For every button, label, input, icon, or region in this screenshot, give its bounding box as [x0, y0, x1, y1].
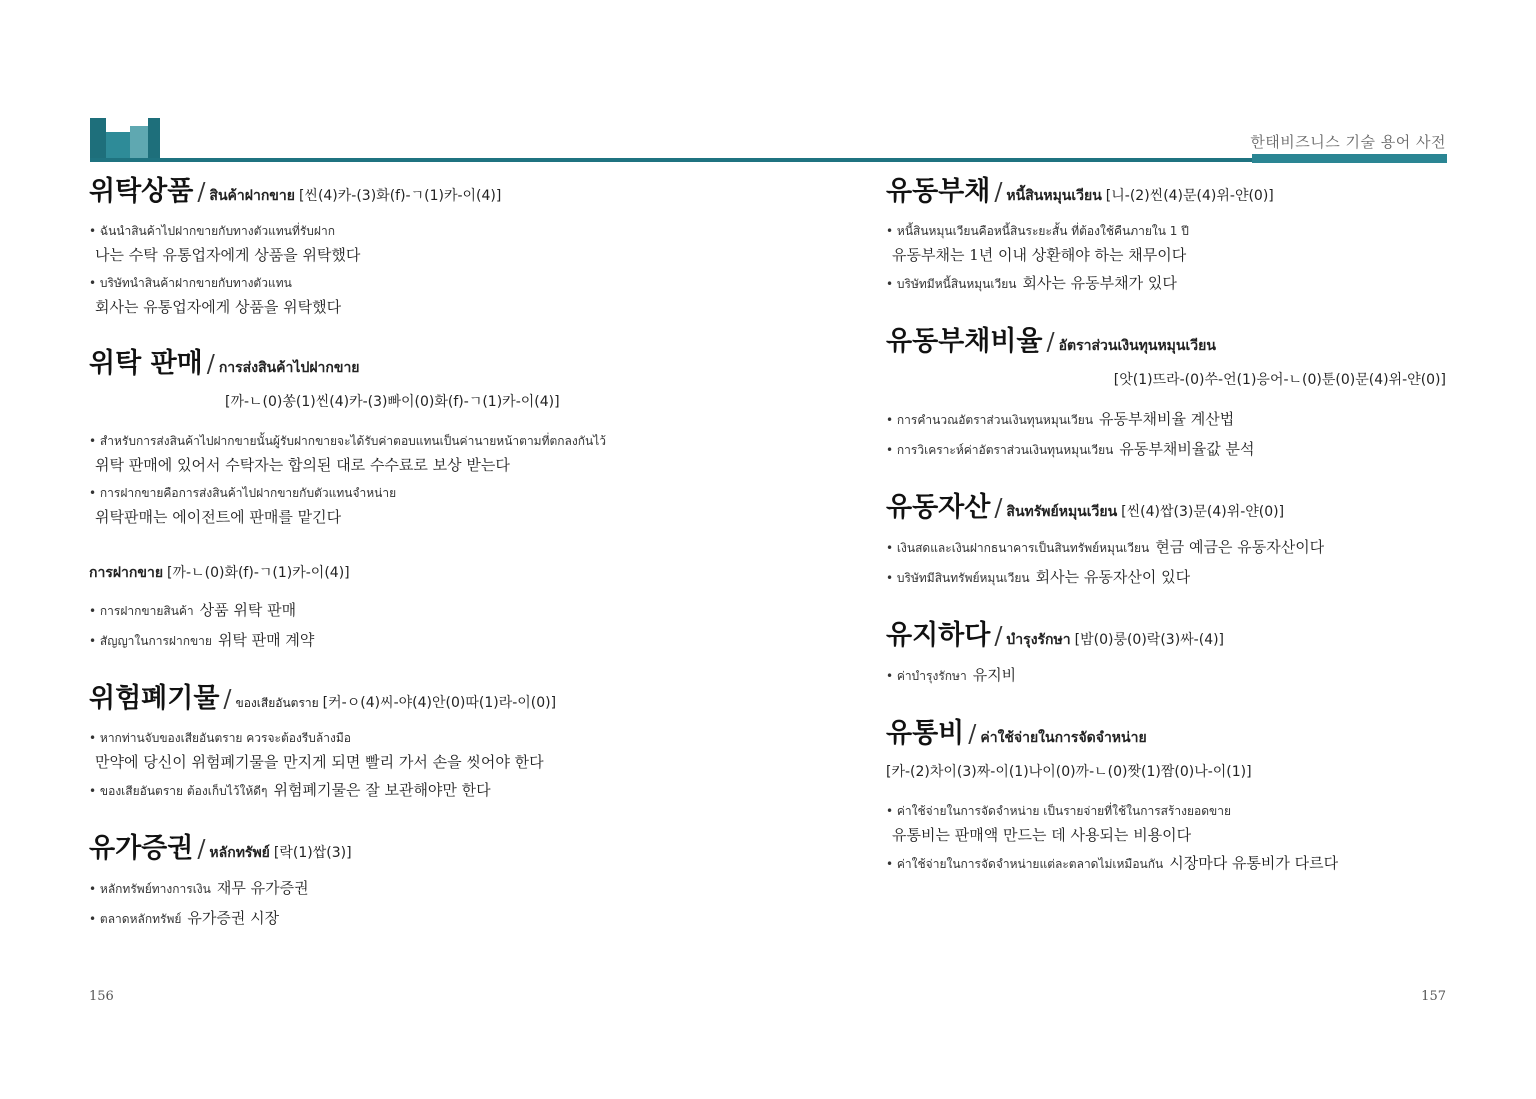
entry-pronunciation: [씬(4)카-(3)화(f)-ㄱ(1)카-이(4)]: [298, 188, 502, 204]
example: • ตลาดหลักทรัพย์ 유가증권 시장: [89, 903, 649, 933]
sub-entry: [89, 558, 649, 587]
entry-thai: ของเสียอันตราย: [235, 696, 319, 710]
entry-term: 유동부채: [886, 176, 991, 207]
entry-thai: สินทรัพย์หมุนเวียน: [1006, 504, 1118, 520]
example: • สัญญาในการฝากขาย 위탁 판매 계약: [89, 625, 649, 655]
example: • หากท่านจับของเสียอันตราย ควรจะต้องรีบล้างมือ 만약에 당신이 위험폐기물을 만지게 되면 빨리 가서 손을 씻어야 한다: [89, 727, 649, 775]
entry-pronunciation: [니-(2)씬(4)문(4)위-얀(0)]: [1105, 188, 1274, 204]
entry-thai: หนี้สินหมุนเวียน: [1006, 188, 1102, 204]
book-title: 한태비즈니스 기술 용어 사전: [1250, 133, 1446, 151]
entry-thai: ค่าใช้จ่ายในการจัดจำหน่าย: [980, 730, 1147, 746]
example: • ค่าบำรุงรักษา 유지비: [886, 660, 1446, 690]
entry-pronunciation: [카-(2)차이(3)짜-이(1)나이(0)까-ㄴ(0)짯(1)짬(0)나-이(1)]: [886, 764, 1252, 780]
example: • การคำนวณอัตราส่วนเงินทุนหมุนเวียน 유동부채비율 계산법: [886, 404, 1446, 434]
entry-pronunciation: [앗(1)뜨라-(0)쑤-언(1)응어-ㄴ(0)툰(0)문(4)위-얀(0)]: [1113, 372, 1446, 388]
entry-term: 유동자산: [886, 492, 991, 523]
entry-thai: การส่งสินค้าไปฝากขาย: [218, 360, 360, 376]
example: • การฝากขายสินค้า 상품 위탁 판매: [89, 595, 649, 625]
example: • บริษัทนำสินค้าฝากขายกับทางตัวแทน 회사는 유통업자에게 상품을 위탁했다: [89, 272, 649, 320]
page-number-left: 156: [89, 989, 114, 1004]
entry-term: 유통비: [886, 718, 965, 749]
entry-pronunciation: [커-ㅇ(4)씨-야(4)안(0)따(1)라-이(0)]: [322, 695, 557, 711]
entry-thai: หลักทรัพย์: [209, 845, 270, 861]
left-column: [89, 172, 649, 957]
entry: 위탁 판매 / การส่งสินค้าไปฝากขาย [까-ㄴ(0)쏭(1)씬(4)카-(3)빠이(0)화(f)-ㄱ(1)카-이(4)] • สำหรับการส่งสินค้าไปฝากขายนั้นผู้รับฝากขายจะได้รับค่าตอบแทนเป็นค่านายหน้าตามที่ตกลงกันไว้ 위탁 판매에 있어서 수탁자는 합의된 대로 수수료로 보상 받는다 • การฝากขายคือการส่งสินค้าไปฝากขายกับตัวแทนจำหน่าย 위탁판매는 에이전트에 판매를 맡긴다 การฝากขาย [까-ㄴ(0)화(f)-ㄱ(1)카-이(4)] • การฝากขายสินค้า 상품 위탁 판매 • สัญญาในการฝากขาย 위탁 판매 계약: [89, 344, 649, 655]
header-decoration: [90, 118, 160, 162]
example: • ค่าใช้จ่ายในการจัดจำหน่าย เป็นรายจ่ายที่ใช้ในการสร้างยอดขาย 유통비는 판매액 만드는 데 사용되는 비용이다: [886, 800, 1446, 848]
example: • ของเสียอันตราย ต้องเก็บไว้ให้ดีๆ 위험폐기물은 잘 보관해야만 한다: [89, 775, 649, 805]
entry: 유지하다 / บำรุงรักษา [밤(0)룽(0)락(3)싸-(4)] • ค่าบำรุงรักษา 유지비: [886, 616, 1446, 690]
entry-term: 위탁상품: [89, 176, 194, 207]
header-rule-tab: [1252, 154, 1447, 163]
page-number-right: 157: [1421, 989, 1446, 1004]
entry: 유동부채비율 / อัตราส่วนเงินทุนหมุนเวียน [앗(1)뜨라-(0)쑤-언(1)응어-ㄴ(0)툰(0)문(4)위-얀(0)] • การคำนวณอัตราส่วนเงินทุนหมุนเวียน 유동부채비율 계산법 • การวิเคราะห์ค่าอัตราส่วนเงินทุนหมุนเวียน 유동부채비율값 분석: [886, 322, 1446, 464]
entry-thai: อัตราส่วนเงินทุนหมุนเวียน: [1058, 338, 1216, 354]
entry: 유통비 / ค่าใช้จ่ายในการจัดจำหน่าย [카-(2)차이(3)짜-이(1)나이(0)까-ㄴ(0)짯(1)짬(0)나-이(1)] • ค่าใช้จ่ายในการจัดจำหน่าย เป็นรายจ่ายที่ใช้ในการสร้างยอดขาย 유통비는 판매액 만드는 데 사용되는 비용이다 • ค่าใช้จ่ายในการจัดจำหน่ายแต่ละตลาดไม่เหมือนกัน 시장마다 유통비가 다르다: [886, 714, 1446, 878]
example: • เงินสดและเงินฝากธนาคารเป็นสินทรัพย์หมุนเวียน 현금 예금은 유동자산이다: [886, 532, 1446, 562]
example: • การวิเคราะห์ค่าอัตราส่วนเงินทุนหมุนเวียน 유동부채비율값 분석: [886, 434, 1446, 464]
example: • การฝากขายคือการส่งสินค้าไปฝากขายกับตัวแทนจำหน่าย 위탁판매는 에이전트에 판매를 맡긴다: [89, 482, 649, 530]
header-rule: [90, 158, 1447, 162]
entry-term: 유동부채비율: [886, 326, 1043, 357]
entry: 위험폐기물 / ของเสียอันตราย [커-ㅇ(4)씨-야(4)안(0)따(1)라-이(0)] • หากท่านจับของเสียอันตราย ควรจะต้องรีบล้างมือ 만약에 당신이 위험폐기물을 만지게 되면 빨리 가서 손을 씻어야 한다 • ของเสียอันตราย ต้องเก็บไว้ให้ดีๆ 위험폐기물은 잘 보관해야만 한다: [89, 679, 649, 805]
entry-term: 위탁 판매: [89, 348, 203, 379]
entry-thai: บำรุงรักษา: [1006, 632, 1071, 648]
example: • หลักทรัพย์ทางการเงิน 재무 유가증권: [89, 873, 649, 903]
entry-pronunciation: [락(1)쌉(3)]: [273, 845, 352, 861]
entry-pronunciation: [까-ㄴ(0)쏭(1)씬(4)카-(3)빠이(0)화(f)-ㄱ(1)카-이(4)]: [225, 394, 560, 410]
example: • บริษัทมีหนี้สินหมุนเวียน 회사는 유동부채가 있다: [886, 268, 1446, 298]
example: • สำหรับการส่งสินค้าไปฝากขายนั้นผู้รับฝากขายจะได้รับค่าตอบแทนเป็นค่านายหน้าตามที่ตกลงกันไว้ 위탁 판매에 있어서 수탁자는 합의된 대로 수수료로 보상 받는다: [89, 430, 649, 478]
example: • ค่าใช้จ่ายในการจัดจำหน่ายแต่ละตลาดไม่เหมือนกัน 시장마다 유통비가 다르다: [886, 848, 1446, 878]
example: • บริษัทมีสินทรัพย์หมุนเวียน 회사는 유동자산이 있다: [886, 562, 1446, 592]
entry-term: 유지하다: [886, 620, 991, 651]
entry-pronunciation: [밤(0)룽(0)락(3)싸-(4)]: [1074, 632, 1225, 648]
entry-pronunciation: [씬(4)쌉(3)문(4)위-얀(0)]: [1121, 504, 1285, 520]
entry: 유동자산 / สินทรัพย์หมุนเวียน [씬(4)쌉(3)문(4)위-얀(0)] • เงินสดและเงินฝากธนาคารเป็นสินทรัพย์หมุนเวียน 현금 예금은 유동자산이다 • บริษัทมีสินทรัพย์หมุนเวียน 회사는 유동자산이 있다: [886, 488, 1446, 592]
entry: 위탁상품 / สินค้าฝากขาย [씬(4)카-(3)화(f)-ㄱ(1)카-이(4)] • ฉันนำสินค้าไปฝากขายกับทางตัวแทนที่รับฝาก 나는 수탁 유통업자에게 상품을 위탁했다 • บริษัทนำสินค้าฝากขายกับทางตัวแทน 회사는 유통업자에게 상품을 위탁했다: [89, 172, 649, 320]
entry-thai: สินค้าฝากขาย: [209, 188, 295, 204]
right-column: [886, 172, 1446, 902]
entry: 유동부채 / หนี้สินหมุนเวียน [니-(2)씬(4)문(4)위-얀(0)] • หนี้สินหมุนเวียนคือหนี้สินระยะสั้น ที่ต้องใช้คืนภายใน 1 ปี 유동부채는 1년 이내 상환해야 하는 채무이다 • บริษัทมีหนี้สินหมุนเวียน 회사는 유동부채가 있다: [886, 172, 1446, 298]
sub-entry-pronunciation: [까-ㄴ(0)화(f)-ㄱ(1)카-이(4)]: [167, 565, 350, 581]
sub-entry-thai: การฝากขาย: [89, 565, 164, 581]
entry-term: 위험폐기물: [89, 683, 220, 714]
example: • ฉันนำสินค้าไปฝากขายกับทางตัวแทนที่รับฝาก 나는 수탁 유통업자에게 상품을 위탁했다: [89, 220, 649, 268]
example: • หนี้สินหมุนเวียนคือหนี้สินระยะสั้น ที่ต้องใช้คืนภายใน 1 ปี 유동부채는 1년 이내 상환해야 하는 채무이다: [886, 220, 1446, 268]
entry: 유가증권 / หลักทรัพย์ [락(1)쌉(3)] • หลักทรัพย์ทางการเงิน 재무 유가증권 • ตลาดหลักทรัพย์ 유가증권 시장: [89, 829, 649, 933]
entry-term: 유가증권: [89, 833, 194, 864]
